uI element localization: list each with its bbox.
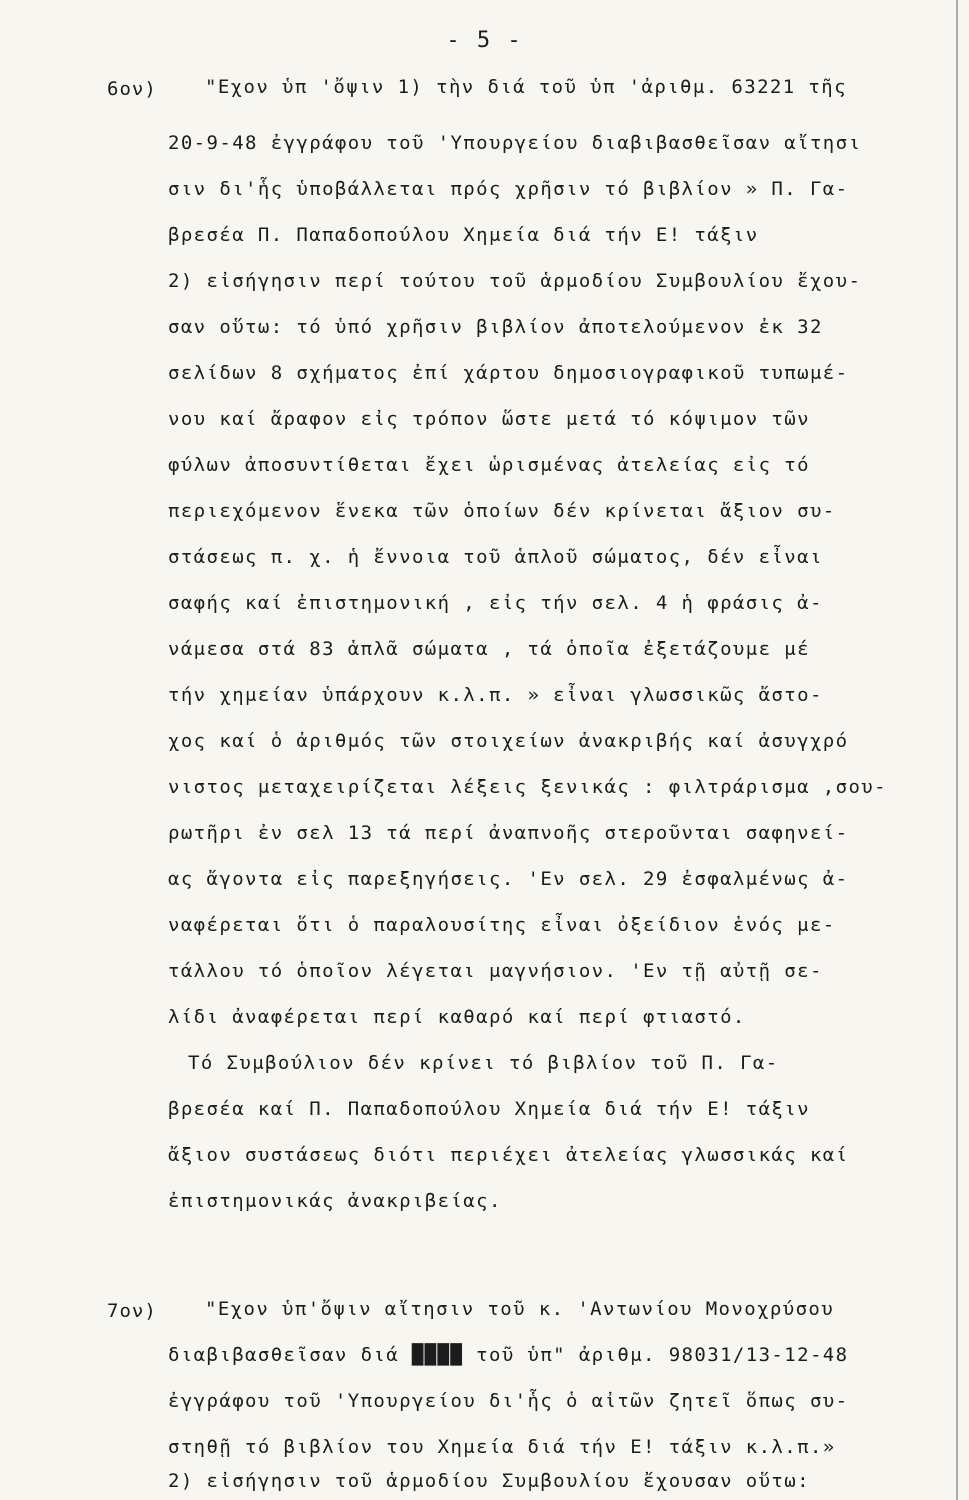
text-line: βρεσέα καί Π. Παπαδοπούλου Χημεία διά τήν Ε! τάξιν [168,1098,810,1120]
page-number: - 5 - [446,28,523,53]
text-line: τάλλου τό ὁποῖον λέγεται μαγνήσιον. 'Εν τῇ αὐτῇ σε- [168,960,823,982]
text-line: ἐγγράφου τοῦ 'Υπουργείου δι'ἧς ὁ αἰτῶν ζητεῖ ὅπως συ- [168,1390,849,1412]
text-line: 20-9-48 ἐγγράφου τοῦ 'Υπουργείου διαβιβασθεῖσαν αἴτησι [168,132,862,154]
text-line: βρεσέα Π. Παπαδοπούλου Χημεία διά τήν Ε! τάξιν [168,224,759,246]
text-line: νου καί ἄραφον εἰς τρόπον ὥστε μετά τό κόψιμον τῶν [168,408,810,430]
text-line: σιν δι'ἧς ὑποβάλλεται πρός χρῆσιν τό βιβλίον » Π. Γα- [168,178,849,200]
text-line: 2) εἰσήγησιν περί τούτου τοῦ ἁρμοδίου Συμβουλίου ἔχου- [168,270,862,292]
text-line: σελίδων 8 σχήματος ἐπί χάρτου δημοσιογραφικοῦ τυπωμέ- [168,362,849,384]
page-edge-line [956,0,958,1500]
text-line: στάσεως π. χ. ἡ ἔννοια τοῦ ἁπλοῦ σώματος, δέν εἶναι [168,546,823,568]
text-line: διαβιβασθεῖσαν διά ████ τοῦ ὑπ" ἀριθμ. 98031/13-12-48 [168,1344,849,1366]
text-line: περιεχόμενον ἕνεκα τῶν ὁποίων δέν κρίνεται ἄξιον συ- [168,500,836,522]
text-line: Τό Συμβούλιον δέν κρίνει τό βιβλίον τοῦ Π. Γα- [188,1052,779,1074]
text-line: ναφέρεται ὅτι ὁ παραλουσίτης εἶναι ὀξείδιον ἑνός με- [168,914,836,936]
text-line: "Εχον ὑπ 'ὄψιν 1) τὴν διά τοῦ ὑπ 'ἀριθμ. 63221 τῆς [205,76,847,98]
text-line: νιστος μεταχειρίζεται λέξεις ξενικάς : φιλτράρισμα ,σου- [168,776,887,798]
text-line: σαν οὕτω: τό ὑπό χρῆσιν βιβλίον ἀποτελούμενον ἐκ 32 [168,316,823,338]
text-line: "Εχον ὑπ'ὄψιν αἴτησιν τοῦ κ. 'Αντωνίου Μονοχρύσου [205,1298,835,1320]
text-line: λίδι ἀναφέρεται περί καθαρό καί περί φτιαστό. [168,1006,746,1028]
text-line: στηθῇ τό βιβλίον του Χημεία διά τήν Ε! τάξιν κ.λ.π.» [168,1436,836,1458]
text-line: νάμεσα στά 83 ἁπλᾶ σώματα , τά ὁποῖα ἐξετάζουμε μέ [168,638,810,660]
text-line: 2) εἰσήγησιν τοῦ ἁρμοδίου Συμβουλίου ἔχουσαν οὕτω: [168,1470,810,1492]
text-line: τήν χημείαν ὑπάρχουν κ.λ.π. » εἶναι γλωσσικῶς ἄστο- [168,684,823,706]
text-line: ρωτῆρι ἐν σελ 13 τά περί ἀναπνοῆς στεροῦνται σαφηνεί- [168,822,849,844]
text-line: σαφής καί ἐπιστημονική , εἰς τήν σελ. 4 ἡ φράσις ἀ- [168,592,823,614]
text-line: ἄξιον συστάσεως διότι περιέχει ἀτελείας γλωσσικάς καί [168,1144,849,1166]
text-line: ας ἄγοντα εἰς παρεξηγήσεις. 'Εν σελ. 29 ἐσφαλμένως ἀ- [168,868,849,890]
text-line: ἐπιστημονικάς ἀνακριβείας. [168,1190,502,1212]
section-label: 7ον) [107,1300,157,1322]
text-line: χος καί ὁ ἀριθμός τῶν στοιχείων ἀνακριβής καί ἀσυγχρό [168,730,849,752]
section-label: 6ον) [107,78,157,100]
text-line: φύλων ἀποσυντίθεται ἔχει ὡρισμένας ἀτελείας εἰς τό [168,454,810,476]
